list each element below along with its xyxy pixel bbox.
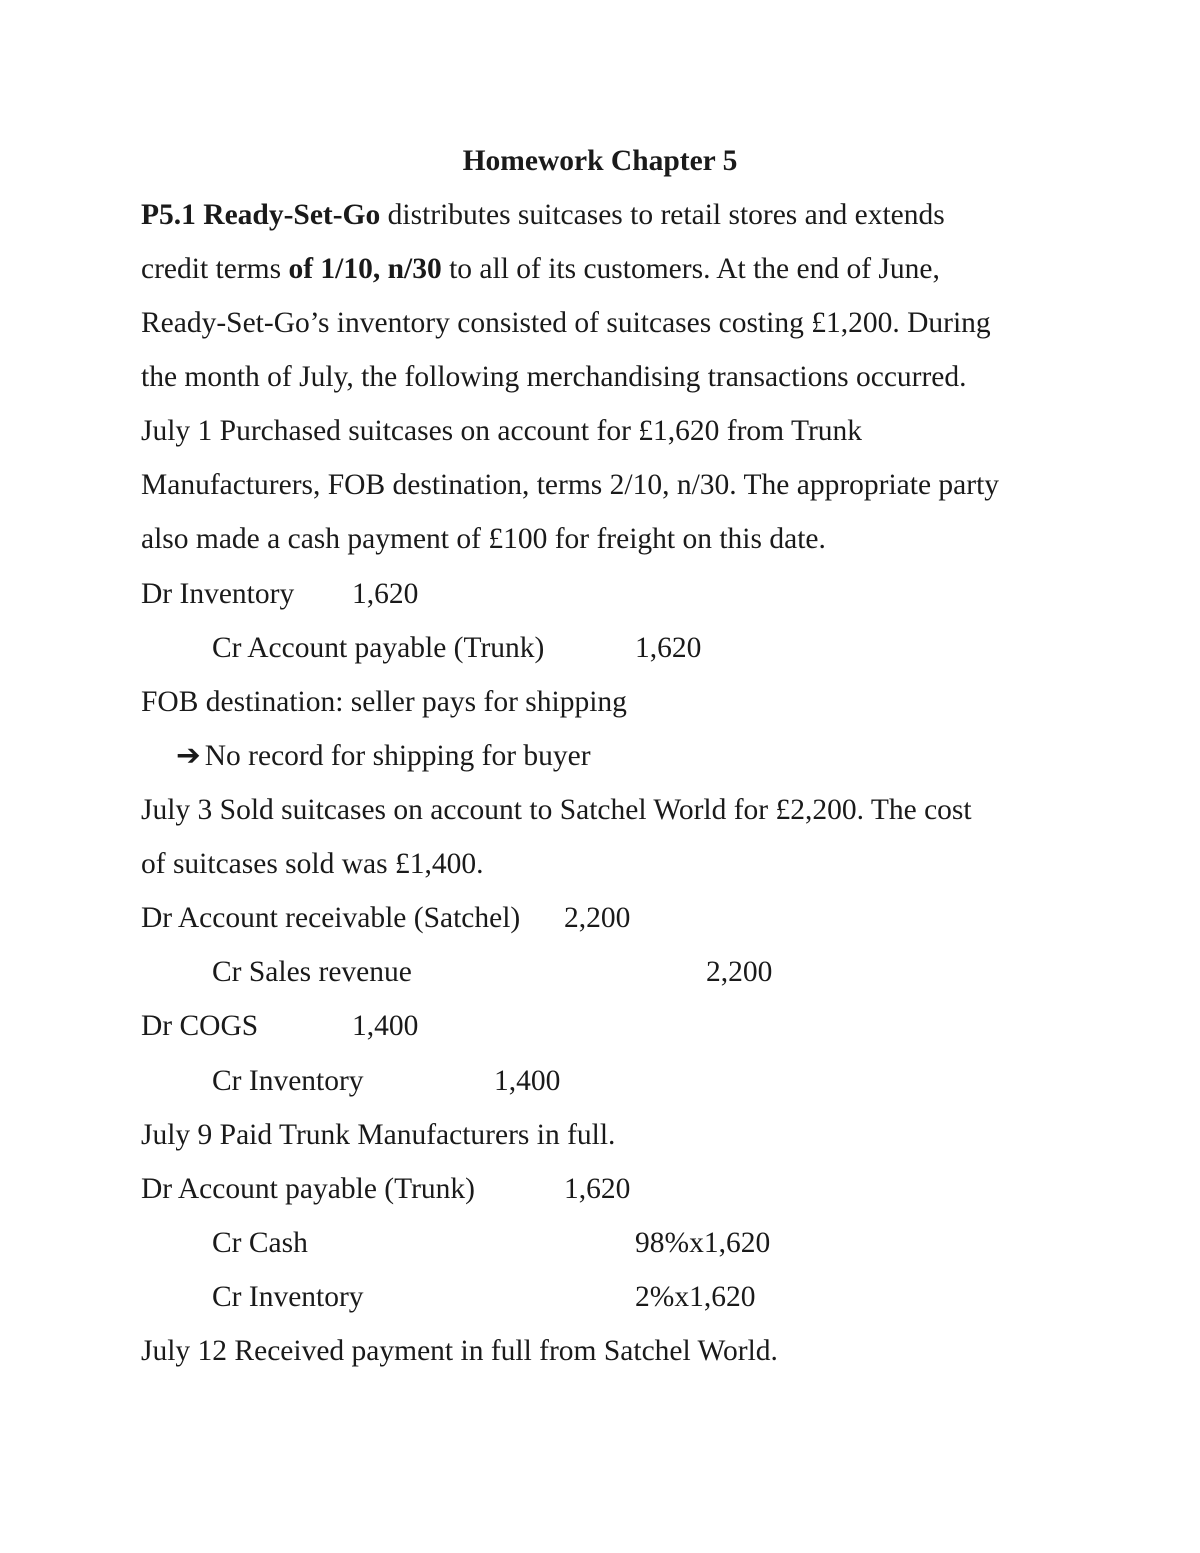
july1-line-2: Manufacturers, FOB destination, terms 2/10, n/30. The appropriate party	[141, 469, 1000, 501]
july1-cr-amount: 1,620	[635, 632, 702, 664]
july1-line-1: July 1 Purchased suitcases on account for £1,620 from Trunk	[141, 415, 863, 447]
july9-dr-account: Dr Account payable (Trunk)	[141, 1173, 475, 1205]
july9-line-1: July 9 Paid Trunk Manufacturers in full.	[141, 1119, 616, 1151]
right-arrow-icon: ➔	[176, 740, 201, 772]
july3-dr2-amount: 1,400	[352, 1010, 419, 1042]
july1-cr-account: Cr Account payable (Trunk)	[212, 632, 545, 664]
problem-line-1-rest: distributes suitcases to retail stores and extends	[380, 199, 945, 231]
july3-line-2: of suitcases sold was £1,400.	[141, 848, 484, 880]
july9-cr2-amount: 2%x1,620	[635, 1281, 756, 1313]
company-name: Ready-Set-Go	[203, 199, 381, 231]
july3-cr1-account: Cr Sales revenue	[212, 956, 412, 988]
problem-line-4: the month of July, the following merchandising transactions occurred.	[141, 361, 967, 393]
july1-dr-account: Dr Inventory	[141, 578, 295, 610]
july9-cr1-amount: 98%x1,620	[635, 1227, 771, 1259]
july3-line-1: July 3 Sold suitcases on account to Satchel World for £2,200. The cost	[141, 794, 972, 826]
problem-line-2	[141, 251, 940, 287]
july3-dr1-amount: 2,200	[564, 902, 631, 934]
problem-line-1	[141, 197, 945, 233]
july1-line-3: also made a cash payment of £100 for freight on this date.	[141, 523, 826, 555]
july1-note-2	[176, 738, 591, 774]
problem-line-2-rest: to all of its customers. At the end of June,	[441, 253, 940, 285]
problem-line-3: Ready-Set-Go’s inventory consisted of suitcases costing £1,200. During	[141, 307, 991, 339]
problem-line-2-start: credit terms	[141, 253, 289, 285]
july3-cr2-amount: 1,400	[494, 1065, 561, 1097]
july1-note-2-text: No record for shipping for buyer	[204, 740, 591, 772]
page-title: Homework Chapter 5	[462, 145, 738, 177]
july9-cr1-account: Cr Cash	[212, 1227, 308, 1259]
july3-cr2-account: Cr Inventory	[212, 1065, 364, 1097]
july1-note-1: FOB destination: seller pays for shipping	[141, 686, 627, 718]
july3-dr1-account: Dr Account receivable (Satchel)	[141, 902, 521, 934]
july3-dr2-account: Dr COGS	[141, 1010, 259, 1042]
credit-terms: of 1/10, n/30	[288, 253, 442, 285]
july9-cr2-account: Cr Inventory	[212, 1281, 364, 1313]
july9-dr-amount: 1,620	[564, 1173, 631, 1205]
problem-code: P5.1	[141, 199, 196, 231]
july12-line-1: July 12 Received payment in full from Satchel World.	[141, 1335, 778, 1367]
july1-dr-amount: 1,620	[352, 578, 419, 610]
july3-cr1-amount: 2,200	[706, 956, 773, 988]
